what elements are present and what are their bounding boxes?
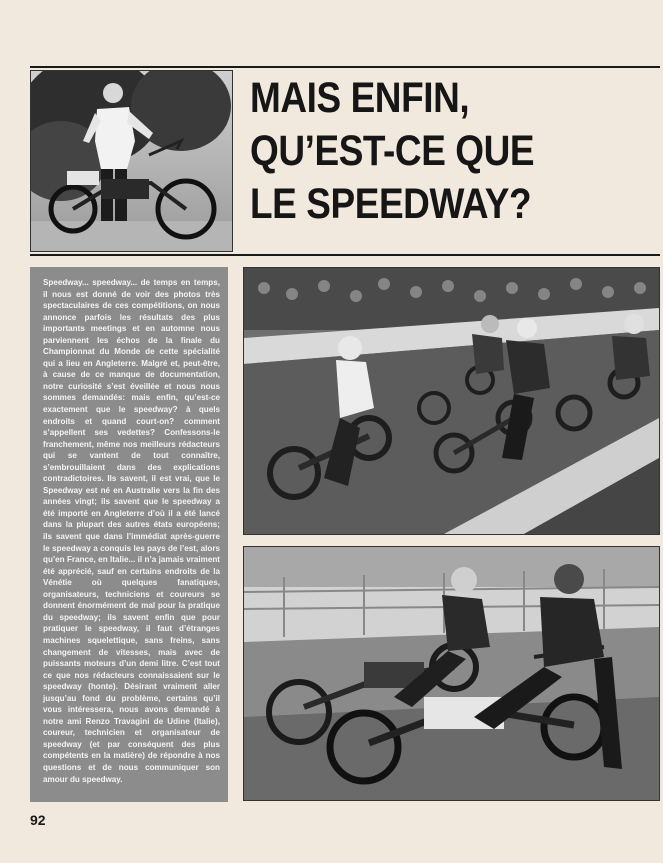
top-rule (30, 66, 660, 68)
header-bottom-rule (30, 254, 660, 256)
speedway-riders-closeup-photo (243, 546, 660, 801)
headline-line-3: LE SPEEDWAY? (250, 180, 532, 228)
headline-line-2: QU’EST-CE QUE (250, 127, 535, 175)
headline-line-1: MAIS ENFIN, (250, 74, 470, 122)
article-body: Speedway... speedway... de temps en temps, il nous est donné de voir des photos très spectaculaires de ces compétitions, on nous annonce parfois les résultats des plus importants meetings et en automne nous parviennent les échos de la finale du Championnat du Monde de cette spécialité qui a lieu en Angleterre. Malgré et, peut-être, à cause de ce manque de documentation, notre curiosité s’est éveillée et nous nous sommes demandés: mais enfin, qu’est-ce exactement que le speedway? à quels endroits et quand court-on? comment s’appellent ses vedettes? Confessons-le franchement, même nos meilleurs rédacteurs qui se vantent de tout connaître, s’embrouillaient dans des explications contradictoires. Ils savent, il est vrai, que le Speedway est né en Australie vers la fin des années vingt; ils savent que le speedway a été importé en Angleterre d’où il a été lancé dans la plupart des autres états européens; ils savent que dans l’immédiat après-guerre le speedway a conquis les pays de l’est, alors qu’en France, en Italie... il n’a jamais vraiment été apprécié, sauf en certains endroits de la Vénétie où quelques fanatiques, organisateurs, techniciens et coureurs se donnent énormément de mal pour la pratique du speedway; ils savent enfin que pour pratiquer le speedway, il faut d’étranges machines squelettique, sans freins, sans changement de vitesses, mais avec de puissants moteurs d’un demi litre. C’est tout ce que nos rédacteurs connaissaient sur le speedway (honte). Désirant vraiment aller jusqu’au fond du problème, certains qu’il vous intéressera, nous avons demandé à notre ami Renzo Travagini de Udine (Italie), coureur, technicien et organisateur de speedway (et par conséquent des plus compétents en la matière) de répondre à nos questions et de nous communiquer son amour du speedway. (43, 278, 220, 784)
rider-with-motorcycle-photo (30, 70, 233, 252)
article-text-panel (30, 267, 228, 802)
article-headline (250, 72, 594, 231)
page-number: 92 (30, 812, 46, 828)
speedway-race-photo (243, 267, 660, 535)
